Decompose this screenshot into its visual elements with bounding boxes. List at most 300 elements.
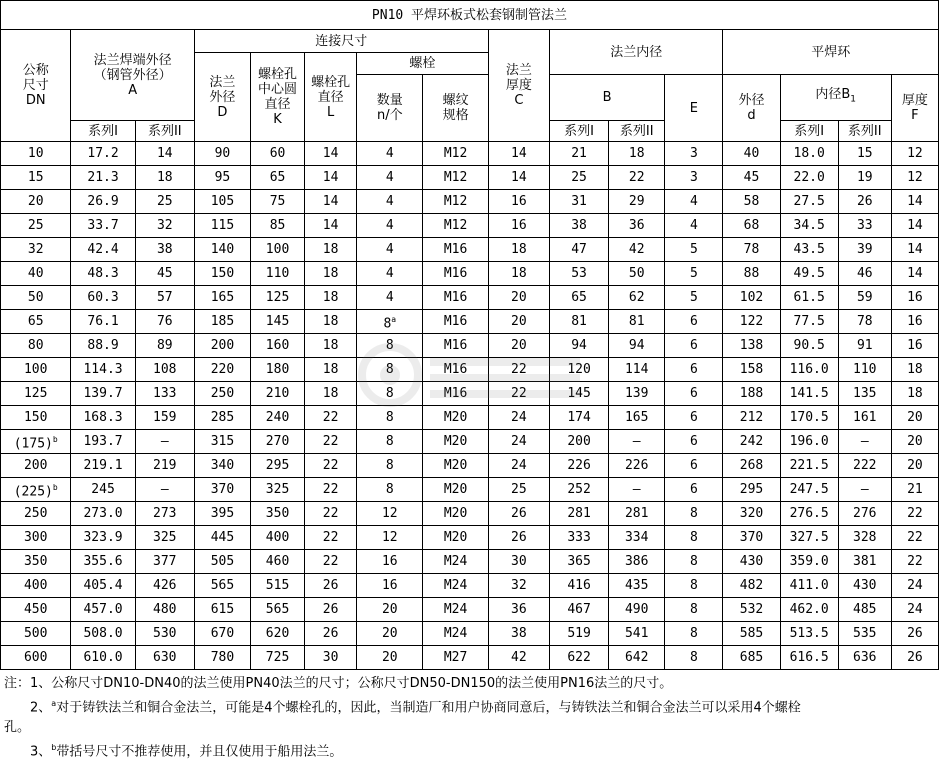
- cell-b2-value: 42: [628, 242, 645, 257]
- cell-a2: [135, 598, 194, 622]
- cell-n: [357, 286, 423, 310]
- header-d-line1: 法兰: [209, 74, 236, 90]
- cell-e-value: 5: [689, 266, 698, 281]
- header-inner: 法兰内径: [549, 30, 722, 75]
- cell-n-value: 20: [381, 650, 398, 665]
- cell-n-sup: a: [391, 314, 397, 324]
- cell-a1: [71, 238, 135, 262]
- cell-d-value: 780: [210, 650, 235, 665]
- cell-th-value: M27: [443, 650, 468, 665]
- cell-d-value: 565: [210, 578, 235, 593]
- cell-b1: [549, 382, 608, 406]
- cell-n: [357, 238, 423, 262]
- cell-n: [357, 310, 423, 334]
- cell-rd: [723, 430, 780, 454]
- table-row: [1, 286, 939, 310]
- cell-n-value: 8: [385, 458, 394, 473]
- cell-rb2-value: 110: [853, 362, 877, 377]
- cell-rb2-value: 26: [856, 194, 873, 209]
- cell-e-value: 5: [689, 242, 698, 257]
- cell-k: [251, 646, 305, 670]
- cell-b1-value: 416: [567, 578, 591, 593]
- cell-l-value: 22: [322, 410, 339, 425]
- cell-rb2: [838, 310, 891, 334]
- cell-c: [488, 502, 549, 526]
- cell-rb1: [780, 502, 838, 526]
- cell-l-value: 18: [322, 338, 339, 353]
- cell-d: [194, 262, 250, 286]
- cell-b2-value: 386: [624, 554, 649, 569]
- cell-dn-value: 40: [27, 266, 44, 281]
- cell-e-value: 4: [689, 194, 698, 209]
- cell-n-value: 16: [381, 578, 398, 593]
- cell-d-value: 370: [210, 482, 235, 497]
- note-3-prefix: 3、: [30, 744, 52, 760]
- header-ring-d-line1: 外径: [738, 93, 765, 108]
- cell-k: [251, 310, 305, 334]
- cell-k: [251, 358, 305, 382]
- cell-th: [423, 598, 488, 622]
- cell-rb2: [838, 334, 891, 358]
- cell-rb1-value: 170.5: [789, 410, 829, 425]
- header-bolt: 螺栓: [357, 53, 489, 75]
- cell-b2-value: 226: [624, 458, 649, 473]
- cell-dn-value: 65: [27, 314, 44, 329]
- cell-c-value: 38: [511, 626, 527, 641]
- cell-c-value: 20: [511, 314, 527, 329]
- cell-th-value: M24: [443, 626, 468, 641]
- cell-a1: [71, 526, 135, 550]
- cell-th: [423, 334, 488, 358]
- cell-a2-value: 108: [153, 362, 177, 377]
- cell-rd-value: 88: [743, 266, 760, 281]
- cell-a2: [135, 262, 194, 286]
- cell-d: [194, 526, 250, 550]
- cell-l-value: 18: [322, 362, 339, 377]
- cell-l: [305, 238, 357, 262]
- note-3-sup: b: [51, 743, 57, 753]
- cell-k: [251, 622, 305, 646]
- cell-c-value: 30: [511, 554, 527, 569]
- cell-c-value: 14: [511, 146, 527, 161]
- note-2-text: 对于铸铁法兰和铜合金法兰，可能是4个螺栓孔的，因此，当制造厂和用户协商同意后，与铸铁法兰和铜合金法兰可以采用4个螺栓: [56, 700, 801, 716]
- cell-a2-value: 76: [156, 314, 173, 329]
- cell-d: [194, 478, 250, 502]
- cell-rb1-value: 27.5: [793, 194, 825, 209]
- cell-k: [251, 478, 305, 502]
- cell-k-value: 460: [265, 554, 290, 569]
- cell-n: [357, 478, 423, 502]
- cell-e: [665, 622, 723, 646]
- cell-k-value: 75: [269, 194, 286, 209]
- cell-rb1-value: 61.5: [793, 290, 825, 305]
- cell-c: [488, 142, 549, 166]
- cell-e: [665, 406, 723, 430]
- cell-rd: [723, 286, 780, 310]
- header-k-line2: 中心圆: [258, 82, 298, 97]
- cell-k-value: 160: [265, 338, 290, 353]
- cell-l-value: 22: [322, 530, 339, 545]
- cell-a1: [71, 550, 135, 574]
- table-row: [1, 622, 939, 646]
- cell-rd: [723, 526, 780, 550]
- cell-k-value: 725: [265, 650, 290, 665]
- cell-c: [488, 262, 549, 286]
- cell-n-value: 8: [385, 410, 394, 425]
- cell-e-value: 3: [689, 170, 698, 185]
- header-dn-line2: 尺寸: [22, 78, 49, 93]
- cell-e-value: 6: [689, 338, 698, 353]
- cell-b1-value: 81: [571, 314, 587, 329]
- cell-a2-value: 133: [153, 386, 177, 401]
- cell-a2: [135, 382, 194, 406]
- header-b: B: [549, 75, 664, 121]
- cell-f-value: 12: [907, 146, 923, 161]
- cell-rb2: [838, 214, 891, 238]
- cell-f-value: 26: [907, 626, 923, 641]
- cell-e: [665, 550, 723, 574]
- cell-rb1: [780, 454, 838, 478]
- cell-k: [251, 334, 305, 358]
- cell-rb1: [780, 166, 838, 190]
- cell-rd: [723, 166, 780, 190]
- cell-n-value: 8: [385, 434, 394, 449]
- cell-th-value: M24: [443, 554, 468, 569]
- cell-n-value: 8: [385, 386, 394, 401]
- cell-d: [194, 238, 250, 262]
- cell-th-value: M12: [443, 194, 468, 209]
- cell-th: [423, 550, 488, 574]
- table-row: [1, 214, 939, 238]
- cell-dn-value: 400: [23, 578, 48, 593]
- header-ring-d: [723, 75, 780, 142]
- cell-d: [194, 430, 250, 454]
- cell-f: [891, 142, 938, 166]
- header-a-series1: 系列I: [71, 121, 135, 142]
- cell-n-value: 8: [385, 338, 394, 353]
- cell-a2-value: —: [160, 434, 169, 449]
- cell-rd-value: 268: [739, 458, 764, 473]
- cell-rd: [723, 574, 780, 598]
- cell-f: [891, 166, 938, 190]
- cell-e-value: 6: [689, 458, 698, 473]
- cell-d-value: 185: [210, 314, 235, 329]
- cell-l: [305, 430, 357, 454]
- cell-b2-value: —: [632, 434, 641, 449]
- cell-a2-value: 219: [153, 458, 177, 473]
- cell-e: [665, 190, 723, 214]
- cell-d-value: 505: [210, 554, 235, 569]
- header-k-line1: 螺栓孔: [258, 67, 298, 82]
- cell-dn-value: 32: [27, 242, 44, 257]
- cell-d-value: 165: [210, 290, 235, 305]
- cell-l: [305, 190, 357, 214]
- cell-rb2: [838, 598, 891, 622]
- cell-f-value: 16: [907, 290, 923, 305]
- cell-b1: [549, 214, 608, 238]
- cell-a2: [135, 238, 194, 262]
- cell-a2: [135, 214, 194, 238]
- cell-k-value: 65: [269, 170, 286, 185]
- cell-a2: [135, 142, 194, 166]
- cell-l-value: 18: [322, 242, 339, 257]
- cell-l-value: 22: [322, 506, 339, 521]
- cell-rb1: [780, 286, 838, 310]
- cell-a2: [135, 550, 194, 574]
- cell-rb2-value: 636: [853, 650, 877, 665]
- cell-b2-value: 642: [624, 650, 649, 665]
- cell-n: [357, 502, 423, 526]
- cell-c-value: 36: [511, 602, 527, 617]
- cell-rb1: [780, 598, 838, 622]
- cell-rb1: [780, 406, 838, 430]
- cell-k-value: 210: [265, 386, 290, 401]
- cell-rb2: [838, 286, 891, 310]
- cell-k-value: 270: [265, 434, 290, 449]
- cell-c-value: 25: [511, 482, 527, 497]
- cell-rb2-value: 485: [853, 602, 877, 617]
- cell-b1-value: 47: [571, 242, 587, 257]
- cell-rd: [723, 238, 780, 262]
- cell-f-value: 16: [907, 338, 923, 353]
- cell-k: [251, 214, 305, 238]
- table-row: [1, 262, 939, 286]
- cell-f-value: 22: [907, 506, 923, 521]
- cell-e-value: 6: [689, 386, 698, 401]
- cell-k: [251, 262, 305, 286]
- cell-f-value: 18: [907, 362, 923, 377]
- cell-n-value: 12: [381, 530, 398, 545]
- cell-b1-value: 94: [571, 338, 587, 353]
- cell-rb2: [838, 190, 891, 214]
- cell-b2-value: 36: [628, 218, 645, 233]
- cell-rb2-value: 328: [853, 530, 877, 545]
- cell-rd: [723, 622, 780, 646]
- cell-c: [488, 478, 549, 502]
- cell-b2: [609, 142, 665, 166]
- header-dn-line3: DN: [25, 93, 46, 108]
- cell-d: [194, 334, 250, 358]
- cell-a2: [135, 334, 194, 358]
- cell-th-value: M16: [443, 386, 468, 401]
- cell-n: [357, 166, 423, 190]
- cell-k: [251, 166, 305, 190]
- header-a-line2: （钢管外径）: [93, 67, 172, 83]
- cell-th-value: M20: [443, 530, 468, 545]
- cell-b1-value: 365: [567, 554, 591, 569]
- cell-l: [305, 262, 357, 286]
- cell-th-value: M20: [443, 410, 468, 425]
- cell-a2-value: 530: [153, 626, 177, 641]
- cell-rb2-value: 39: [856, 242, 873, 257]
- cell-e: [665, 478, 723, 502]
- cell-l: [305, 478, 357, 502]
- cell-n: [357, 334, 423, 358]
- cell-n-value: 8: [385, 482, 394, 497]
- cell-rb2: [838, 622, 891, 646]
- note-3: [0, 738, 940, 762]
- title-row: [1, 1, 939, 30]
- cell-b1-value: 200: [567, 434, 591, 449]
- cell-n: [357, 598, 423, 622]
- cell-a2: [135, 358, 194, 382]
- cell-l: [305, 550, 357, 574]
- header-a: [71, 30, 194, 121]
- cell-k-value: 620: [265, 626, 290, 641]
- cell-a2-value: 630: [153, 650, 177, 665]
- header-c-line1: 法兰: [505, 63, 532, 78]
- table-row: [1, 142, 939, 166]
- header-dn-line1: 公称: [22, 63, 49, 78]
- cell-n: [357, 406, 423, 430]
- cell-rd-value: 58: [743, 194, 760, 209]
- cell-c-value: 16: [511, 218, 527, 233]
- cell-a1: [71, 454, 135, 478]
- cell-f: [891, 358, 938, 382]
- cell-a2-value: 159: [153, 410, 177, 425]
- cell-th: [423, 190, 488, 214]
- cell-rb1-value: 411.0: [789, 578, 829, 593]
- cell-c-value: 42: [511, 650, 527, 665]
- cell-th-value: M20: [443, 506, 468, 521]
- cell-c: [488, 430, 549, 454]
- cell-k-value: 145: [265, 314, 290, 329]
- cell-e-value: 8: [689, 530, 698, 545]
- cell-a1: [71, 382, 135, 406]
- cell-b1: [549, 430, 608, 454]
- cell-n-value: 20: [381, 602, 398, 617]
- table-row: [1, 310, 939, 334]
- note-2: [0, 694, 940, 718]
- cell-a2-value: 25: [156, 194, 173, 209]
- cell-rd: [723, 190, 780, 214]
- cell-c: [488, 406, 549, 430]
- header-n: [357, 75, 423, 142]
- cell-b1: [549, 406, 608, 430]
- cell-b1: [549, 550, 608, 574]
- cell-rb2-value: 135: [853, 386, 877, 401]
- cell-f: [891, 286, 938, 310]
- cell-b2-value: 435: [624, 578, 649, 593]
- cell-b2: [609, 574, 665, 598]
- cell-rb2: [838, 526, 891, 550]
- header-a-line1: 法兰焊端外径: [93, 52, 172, 68]
- cell-k-value: 100: [265, 242, 290, 257]
- cell-rb2-value: 161: [853, 410, 877, 425]
- cell-k: [251, 574, 305, 598]
- cell-th-value: M16: [443, 338, 468, 353]
- cell-a1-value: 219.1: [83, 458, 123, 473]
- cell-d: [194, 286, 250, 310]
- header-f-line2: F: [911, 108, 919, 123]
- cell-rb1-value: 34.5: [793, 218, 825, 233]
- cell-k-value: 350: [265, 506, 290, 521]
- cell-a2-value: 89: [156, 338, 173, 353]
- cell-l-value: 22: [322, 554, 339, 569]
- cell-c: [488, 454, 549, 478]
- cell-dn-value: 15: [27, 170, 44, 185]
- cell-dn: [1, 622, 71, 646]
- cell-d: [194, 622, 250, 646]
- header-k-line4: K: [273, 112, 282, 127]
- cell-dn: [1, 550, 71, 574]
- cell-b1-value: 53: [571, 266, 587, 281]
- cell-l: [305, 310, 357, 334]
- cell-b1: [549, 310, 608, 334]
- cell-f-value: 14: [907, 242, 923, 257]
- cell-n-value: 20: [381, 626, 398, 641]
- cell-dn-value: (225): [13, 484, 53, 500]
- cell-l: [305, 286, 357, 310]
- cell-k: [251, 238, 305, 262]
- cell-c-value: 26: [511, 506, 527, 521]
- cell-a2: [135, 454, 194, 478]
- cell-k-value: 565: [265, 602, 290, 617]
- cell-dn-value: 250: [23, 506, 48, 521]
- cell-dn: [1, 430, 71, 454]
- cell-n: [357, 646, 423, 670]
- cell-e: [665, 646, 723, 670]
- cell-dn: [1, 478, 71, 502]
- cell-l-value: 26: [322, 626, 339, 641]
- cell-rb1-value: 22.0: [793, 170, 825, 185]
- cell-d: [194, 598, 250, 622]
- cell-b2-value: 490: [624, 602, 649, 617]
- cell-rb1-value: 196.0: [789, 434, 829, 449]
- cell-b2-value: 541: [624, 626, 649, 641]
- cell-d: [194, 454, 250, 478]
- cell-f-value: 14: [907, 194, 923, 209]
- cell-rb1-value: 116.0: [789, 362, 829, 377]
- cell-a1-value: 323.9: [83, 530, 123, 545]
- cell-c-value: 24: [511, 434, 527, 449]
- cell-rb2-value: 19: [856, 170, 873, 185]
- cell-l: [305, 406, 357, 430]
- cell-th: [423, 286, 488, 310]
- table-row: [1, 406, 939, 430]
- cell-c: [488, 646, 549, 670]
- cell-th: [423, 502, 488, 526]
- cell-b1: [549, 454, 608, 478]
- cell-f-value: 20: [907, 458, 923, 473]
- cell-f: [891, 622, 938, 646]
- cell-th-value: M16: [443, 266, 468, 281]
- cell-a2: [135, 502, 194, 526]
- cell-l: [305, 574, 357, 598]
- cell-n: [357, 382, 423, 406]
- cell-e: [665, 454, 723, 478]
- cell-d-value: 445: [210, 530, 235, 545]
- cell-b2: [609, 190, 665, 214]
- cell-a2-value: 38: [156, 242, 173, 257]
- cell-a2-value: 273: [153, 506, 177, 521]
- table-row: [1, 334, 939, 358]
- note-3-text: 带括号尺寸不推荐使用，并且仅使用于船用法兰。: [56, 744, 343, 760]
- table-row: [1, 478, 939, 502]
- cell-n-value: 8: [383, 316, 392, 332]
- cell-d-value: 340: [210, 458, 235, 473]
- cell-rd-value: 212: [739, 410, 764, 425]
- cell-f: [891, 382, 938, 406]
- cell-a2-value: 18: [156, 170, 173, 185]
- cell-f: [891, 526, 938, 550]
- cell-b1-value: 467: [567, 602, 591, 617]
- cell-a1-value: 355.6: [83, 554, 123, 569]
- cell-th: [423, 214, 488, 238]
- cell-rb1: [780, 238, 838, 262]
- cell-th-value: M12: [443, 146, 468, 161]
- cell-a2-value: 14: [156, 146, 173, 161]
